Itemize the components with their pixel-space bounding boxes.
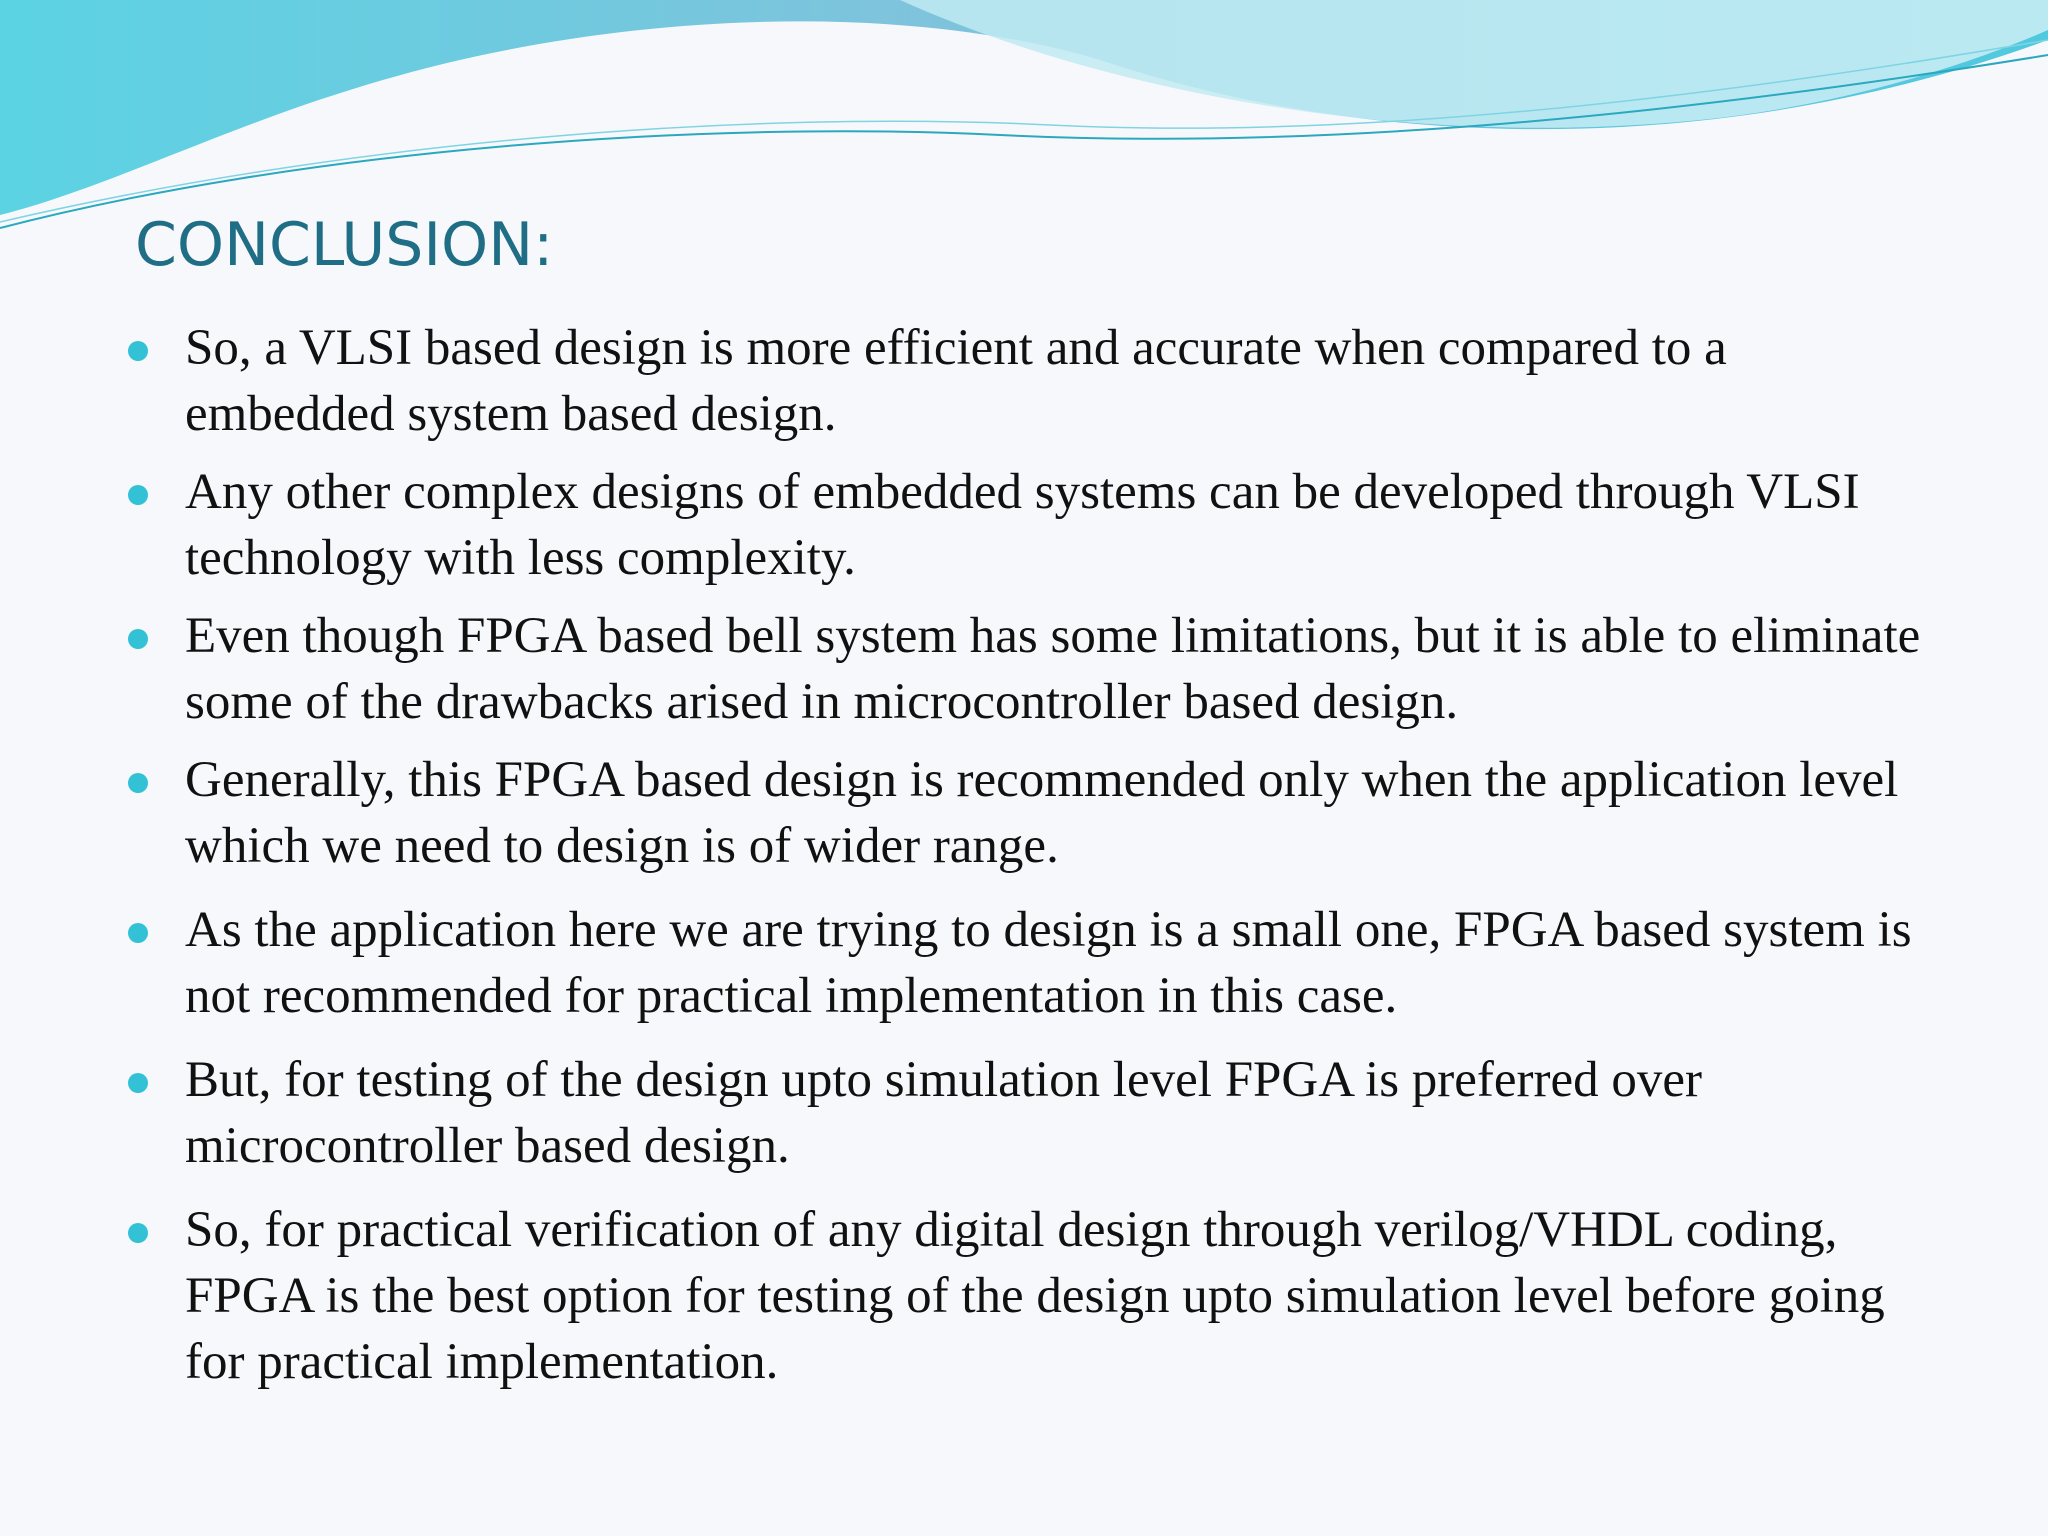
slide-title: CONCLUSION: [135, 210, 554, 280]
bullet-item [127, 315, 1927, 447]
bullet-list [127, 315, 1927, 1407]
bullet-item [127, 897, 1927, 1029]
bullet-item [127, 459, 1927, 591]
bullet-text: As the application here we are trying to design is a small one, FPGA based system is not recommended for practical implementation in this case. [185, 902, 1912, 1024]
bullet-text: Even though FPGA based bell system has some limitations, but it is able to eliminate some of the drawbacks arised in microcontroller based design. [185, 608, 1921, 730]
bullet-item [127, 1197, 1927, 1395]
bullet-item [127, 747, 1927, 879]
bullet-item [127, 603, 1927, 735]
bullet-dot-icon [128, 1073, 148, 1093]
bullet-dot-icon [128, 773, 148, 793]
bullet-dot-icon [128, 629, 148, 649]
bullet-dot-icon [128, 485, 148, 505]
bullet-item [127, 1047, 1927, 1179]
bullet-text: Generally, this FPGA based design is recommended only when the application level which we need to design is of wider range. [185, 752, 1899, 874]
header-wave-decoration [0, 0, 2048, 240]
bullet-dot-icon [128, 923, 148, 943]
bullet-text: Any other complex designs of embedded systems can be developed through VLSI technology with less complexity. [185, 464, 1860, 586]
bullet-dot-icon [128, 341, 148, 361]
bullet-text: So, a VLSI based design is more efficient and accurate when compared to a embedded system based design. [185, 320, 1727, 442]
bullet-text: But, for testing of the design upto simulation level FPGA is preferred over microcontroller based design. [185, 1052, 1703, 1174]
bullet-dot-icon [128, 1223, 148, 1243]
bullet-text: So, for practical verification of any digital design through verilog/VHDL coding, FPGA is the best option for testing of the design upto simulation level before going for practical implementation. [185, 1202, 1885, 1390]
